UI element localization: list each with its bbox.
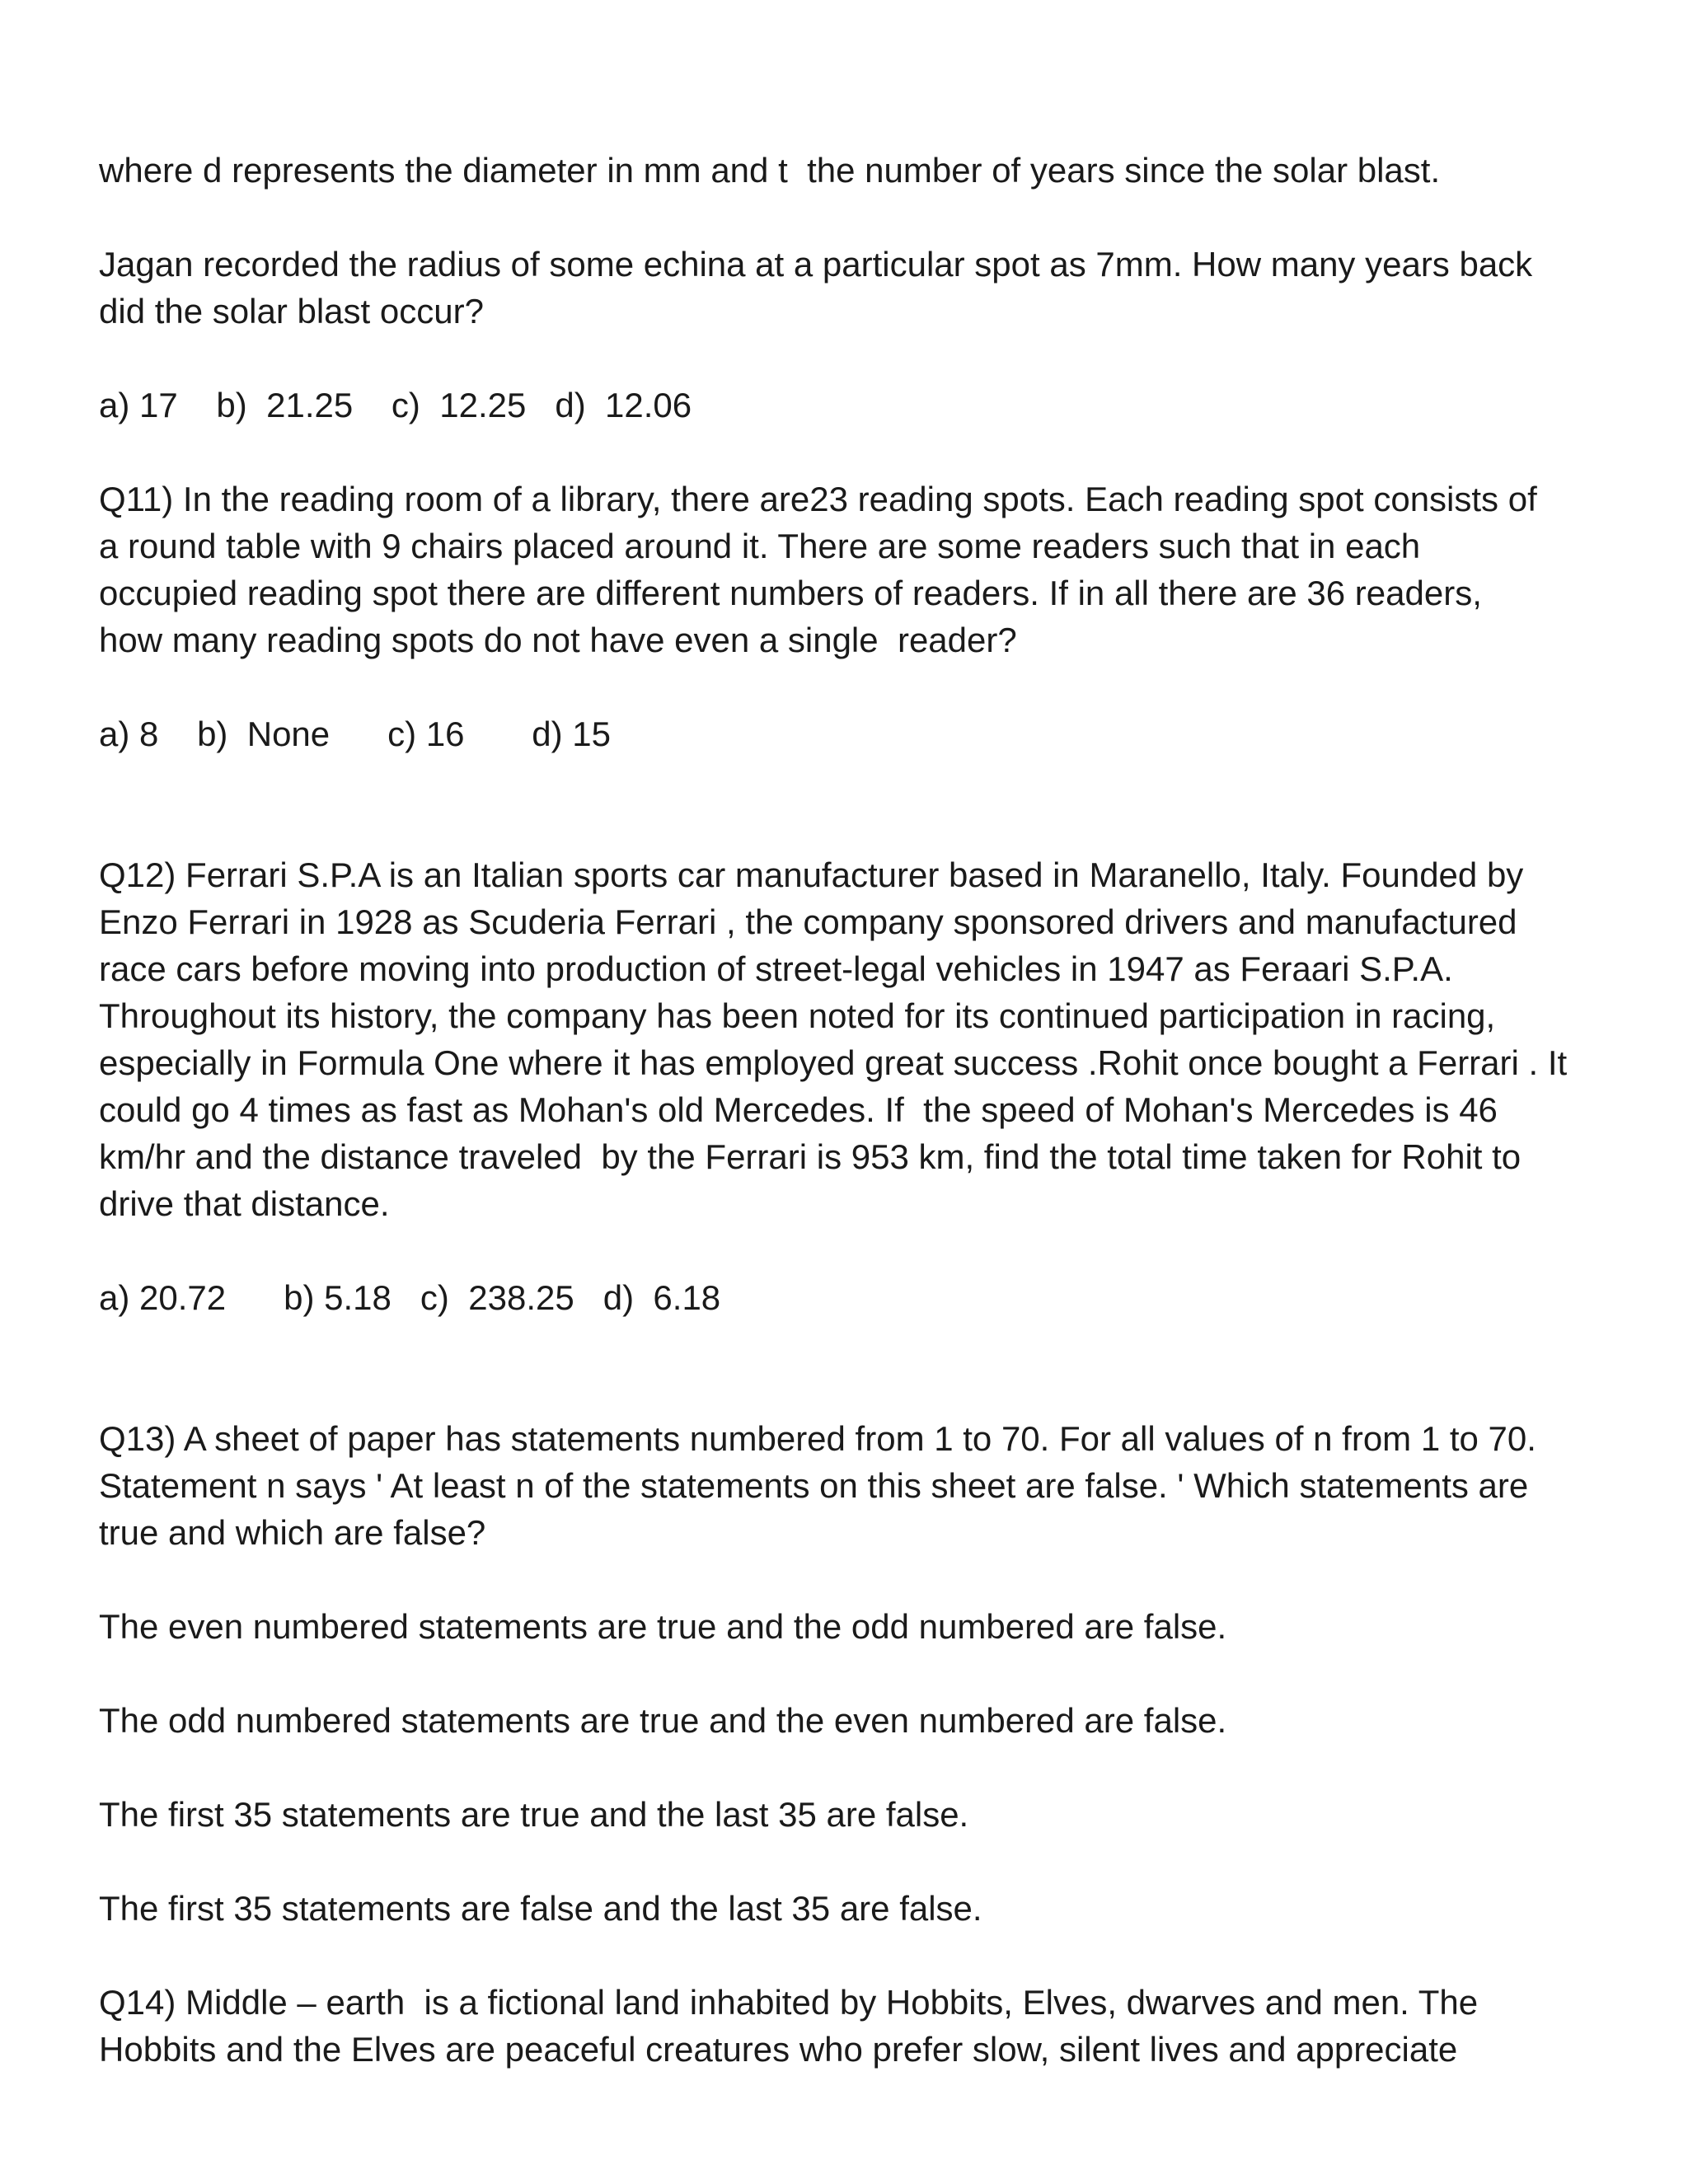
q12-option-b: b) 5.18 — [284, 1278, 392, 1317]
q10-option-b: b) 21.25 — [216, 386, 354, 424]
q12-option-d: d) 6.18 — [603, 1278, 721, 1317]
q14-text — [99, 1979, 1607, 2073]
q10-option-a: a) 17 — [99, 386, 178, 424]
q13-choice: The first 35 statements are true and the last 35 are false. — [99, 1795, 969, 1834]
q13-choice: The odd numbered statements are true and the even numbered are false. — [99, 1701, 1227, 1740]
q10-line: did the solar blast occur? — [99, 292, 484, 330]
q12-line: km/hr and the distance traveled by the Ferrari is 953 km, find the total time taken for Rohit to — [99, 1137, 1522, 1176]
q12-line: Throughout its history, the company has been noted for its continued participation in racing, — [99, 996, 1496, 1035]
q10-text — [99, 241, 1607, 335]
q11-line: occupied reading spot there are different numbers of readers. If in all there are 36 readers, — [99, 574, 1482, 612]
q10-option-c: c) 12.25 — [391, 386, 527, 424]
intro-line: where d represents the diameter in mm and t the number of years since the solar blast. — [99, 151, 1441, 190]
q11-line: a round table with 9 chairs placed around it. There are some readers such that in each — [99, 527, 1421, 565]
q12-option-c: c) 238.25 — [420, 1278, 574, 1317]
q13-choice: The even numbered statements are true and the odd numbered are false. — [99, 1607, 1227, 1646]
q10-options — [99, 382, 1607, 429]
q11-line: Q11) In the reading room of a library, there are23 reading spots. Each reading spot consists of — [99, 480, 1537, 518]
q11-text — [99, 476, 1607, 663]
q12-line: race cars before moving into production of street-legal vehicles in 1947 as Feraari S.P.A. — [99, 949, 1453, 988]
q14-line: Q14) Middle – earth is a fictional land inhabited by Hobbits, Elves, dwarves and men. The — [99, 1983, 1479, 2022]
q11-options — [99, 710, 1607, 757]
q13-text — [99, 1415, 1607, 1556]
q12-line: Q12) Ferrari S.P.A is an Italian sports car manufacturer based in Maranello, Italy. Founded by — [99, 855, 1524, 894]
q13-line: Q13) A sheet of paper has statements numbered from 1 to 70. For all values of n from 1 to 70. — [99, 1419, 1536, 1458]
q13-choice: The first 35 statements are false and the last 35 are false. — [99, 1889, 982, 1928]
q14-line: Hobbits and the Elves are peaceful creatures who prefer slow, silent lives and appreciate — [99, 2030, 1458, 2069]
q12-line: could go 4 times as fast as Mohan's old Mercedes. If the speed of Mohan's Mercedes is 46 — [99, 1090, 1498, 1129]
q12-text — [99, 851, 1607, 1227]
q11-option-d: d) 15 — [532, 715, 611, 753]
q11-option-c: c) 16 — [387, 715, 465, 753]
q11-option-a: a) 8 — [99, 715, 159, 753]
q10-option-d: d) 12.06 — [555, 386, 692, 424]
q13-line: true and which are false? — [99, 1513, 486, 1552]
q12-line: drive that distance. — [99, 1184, 390, 1223]
q10-line: Jagan recorded the radius of some echina at a particular spot as 7mm. How many years back — [99, 245, 1533, 284]
q12-options — [99, 1274, 1607, 1321]
document-page — [99, 147, 1607, 2073]
q11-line: how many reading spots do not have even a single reader? — [99, 621, 1017, 659]
q12-option-a: a) 20.72 — [99, 1278, 227, 1317]
q12-line: especially in Formula One where it has employed great success .Rohit once bought a Ferrari . It — [99, 1043, 1568, 1082]
q13-line: Statement n says ' At least n of the statements on this sheet are false. ' Which statements are — [99, 1466, 1529, 1505]
q12-line: Enzo Ferrari in 1928 as Scuderia Ferrari , the company sponsored drivers and manufactured — [99, 902, 1517, 941]
q11-option-b: b) None — [197, 715, 331, 753]
